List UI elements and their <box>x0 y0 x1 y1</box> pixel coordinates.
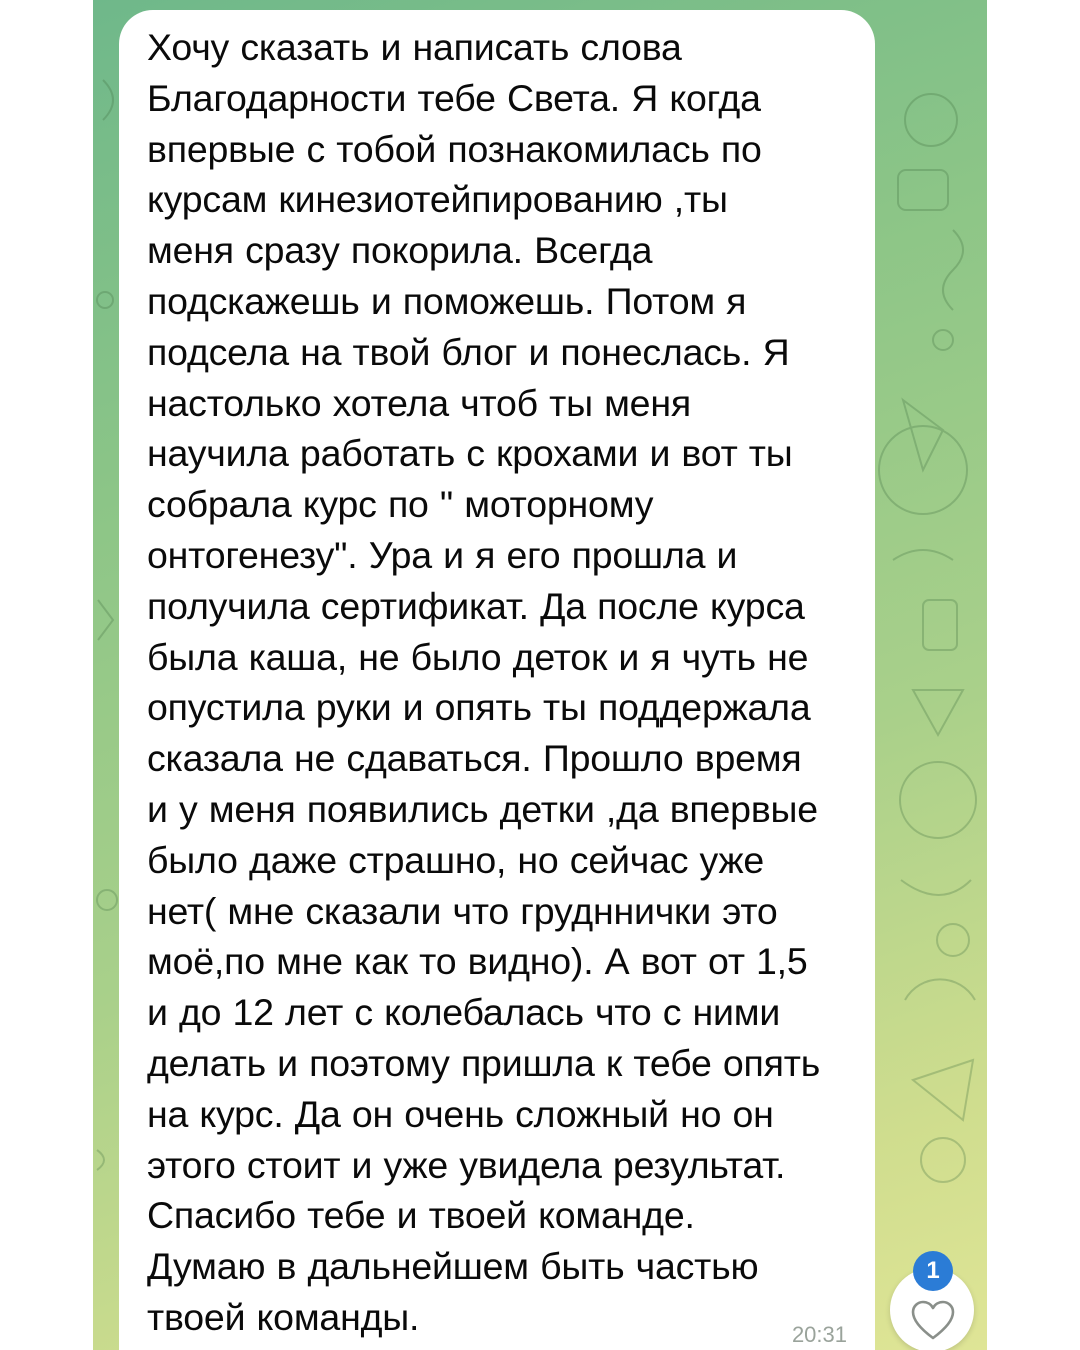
heart-icon <box>910 1300 956 1342</box>
reaction-button[interactable] <box>890 1258 980 1350</box>
message-time: 20:31 <box>791 1322 847 1347</box>
message-text: Хочу сказать и написать слова Благодарности тебе Света. Я когда впервые с тобой познакомилась по курсам кинезиотейпированию ,ты меня сразу покорила. Всегда подскажешь и поможешь. Потом я подсела на твой блог и понеслась. Я настолько хотела чтоб ты меня научила работать с крохами и вот ты собрала курс по " моторному онтогенезу". Ура и я его прошла и получила сертификат. Да после курса была каша, не было деток и я чуть не опустила руки и опять ты поддержала сказала не сдаваться. Прошло время и у меня появились детки ,да впервые было даже страшно, но сейчас уже нет( мне сказали что грудннички это моё,по мне как то видно). А вот от 1,5 и до 12 лет с колебалась что с ними делать и поэтому пришла к тебе опять на курс. Да он очень сложный но он этого стоит и уже увидела результат. Спасибо тебе и твоей команде. Думаю в дальнейшем быть частью твоей команды. <box>147 26 821 1338</box>
reaction-count-badge: 1 <box>913 1251 953 1291</box>
chat-window <box>93 0 987 1350</box>
message-bubble[interactable] <box>119 10 875 1350</box>
